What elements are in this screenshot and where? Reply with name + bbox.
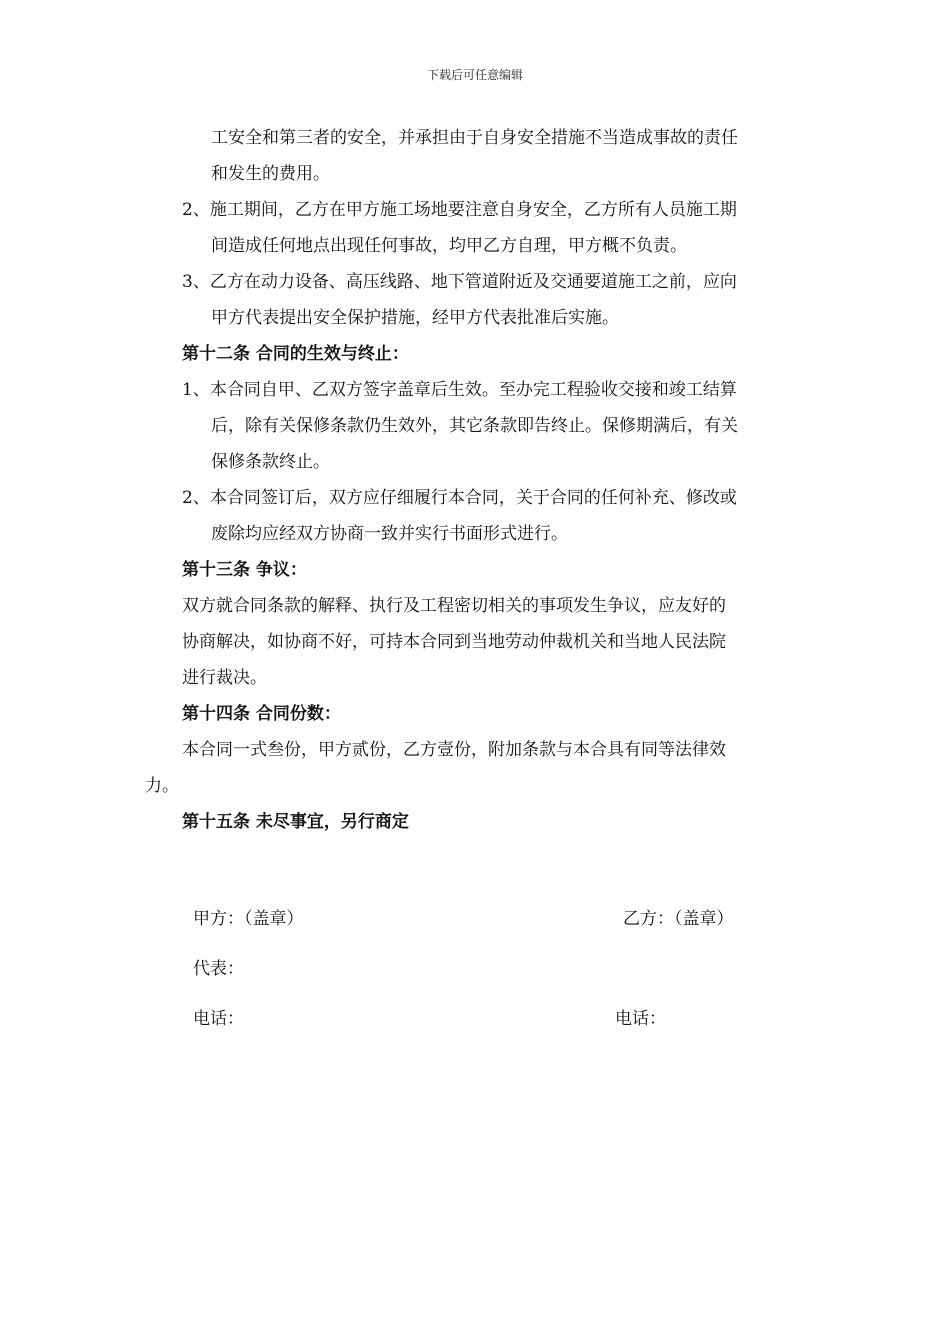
article-heading: 第十四条 合同份数： — [182, 704, 341, 724]
text-line: 保修条款终止。 — [211, 452, 330, 472]
party-b-phone: 电话： — [615, 1009, 666, 1029]
signature-row-phone — [145, 994, 810, 1044]
text-line: 和发生的费用。 — [211, 164, 330, 184]
list-item: 2、施工期间，乙方在甲方施工场地要注意自身安全，乙方所有人员施工期 — [182, 200, 737, 220]
list-item: 1、本合同自甲、乙双方签字盖章后生效。至办完工程验收交接和竣工结算 — [182, 380, 737, 400]
signature-row-rep — [145, 944, 810, 994]
text-line: 甲方代表提出安全保护措施，经甲方代表批准后实施。 — [211, 308, 619, 328]
text-line: 协商解决，如协商不好，可持本合同到当地劳动仲裁机关和当地人民法院 — [182, 632, 726, 652]
party-a-phone: 电话： — [193, 1009, 244, 1029]
contract-body — [145, 120, 810, 1044]
party-a-representative: 代表： — [193, 959, 244, 979]
text-line: 双方就合同条款的解释、执行及工程密切相关的事项发生争议，应友好的 — [182, 596, 726, 616]
text-line: 本合同一式叁份，甲方贰份，乙方壹份，附加条款与本合具有同等法律效 — [182, 740, 726, 760]
article-heading: 第十二条 合同的生效与终止： — [182, 344, 409, 364]
text-line: 废除均应经双方协商一致并实行书面形式进行。 — [211, 524, 568, 544]
signature-row-party — [145, 894, 810, 944]
text-line: 力。 — [145, 776, 179, 796]
text-line: 后，除有关保修条款仍生效外，其它条款即告终止。保修期满后，有关 — [211, 416, 738, 436]
text-line: 进行裁决。 — [182, 668, 267, 688]
party-b-seal: 乙方：（盖章） — [623, 909, 734, 929]
text-line: 工安全和第三者的安全，并承担由于自身安全措施不当造成事故的责任 — [211, 128, 738, 148]
article-heading: 第十三条 争议： — [182, 560, 307, 580]
spacer — [145, 840, 810, 894]
list-item: 2、本合同签订后，双方应仔细履行本合同，关于合同的任何补充、修改或 — [182, 488, 737, 508]
page-header: 下载后可任意编辑 — [426, 68, 523, 82]
article-heading: 第十五条 未尽事宜，另行商定 — [182, 812, 409, 832]
party-a-seal: 甲方：（盖章） — [193, 909, 304, 929]
list-item: 3、乙方在动力设备、高压线路、地下管道附近及交通要道施工之前，应向 — [182, 272, 737, 292]
text-line: 间造成任何地点出现任何事故，均甲乙方自理，甲方概不负责。 — [211, 236, 687, 256]
